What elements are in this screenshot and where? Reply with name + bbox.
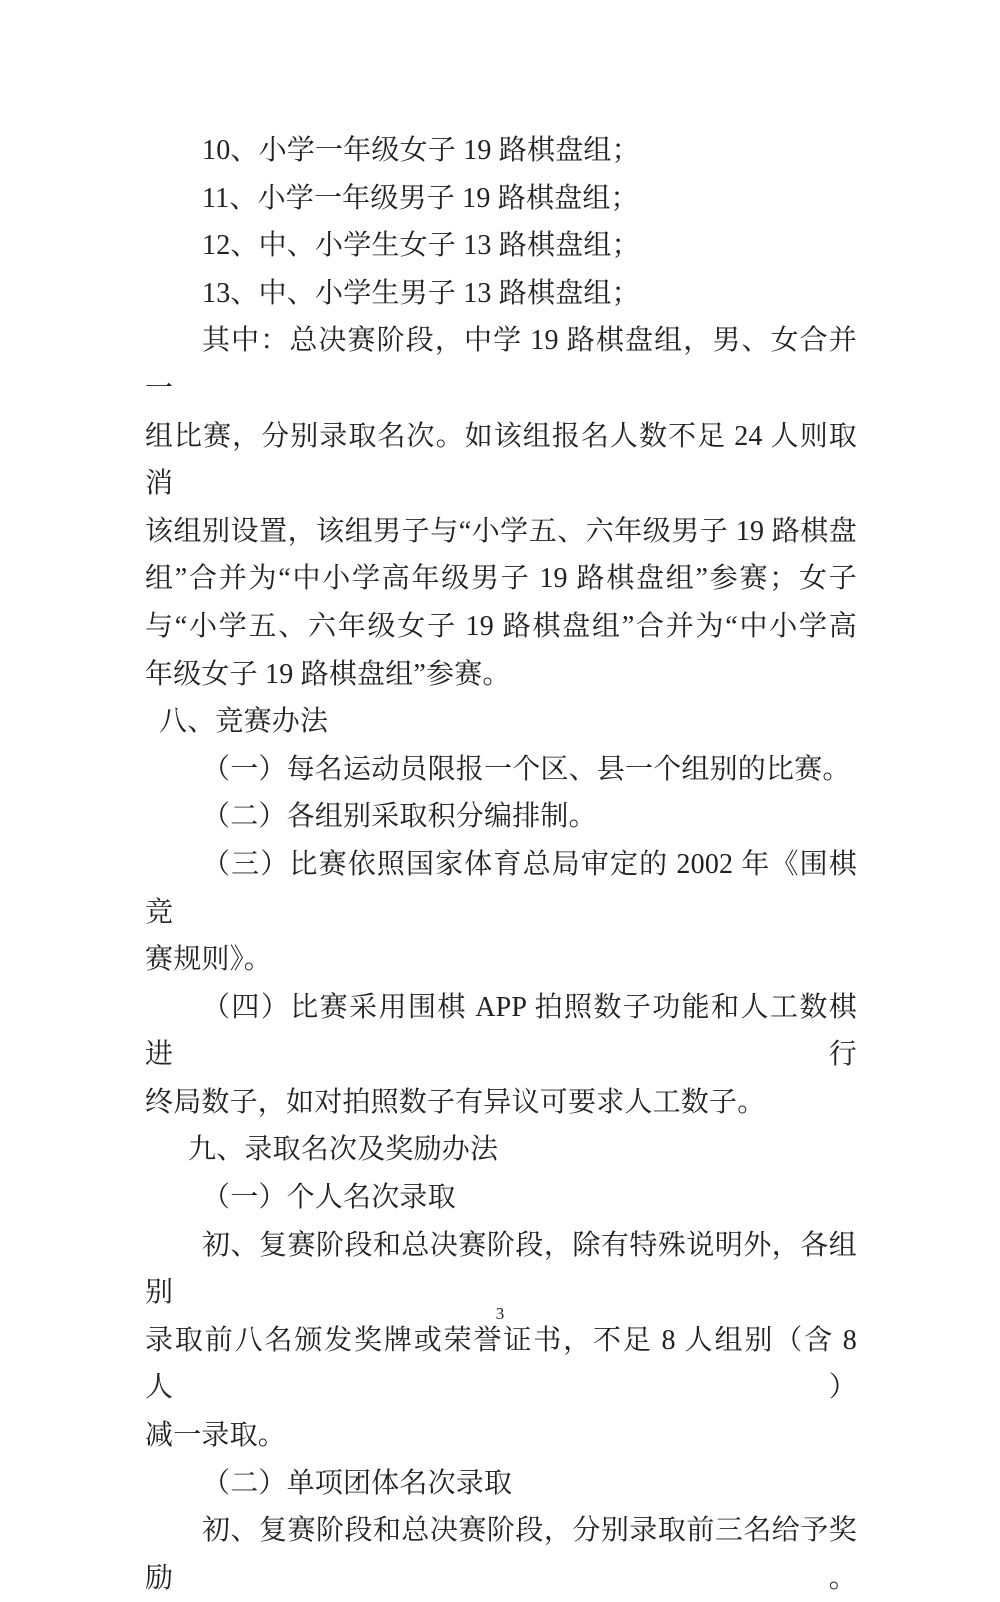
- doc-line: 12、中、小学生女子 13 路棋盘组；: [202, 230, 640, 262]
- doc-line: 组比赛，分别录取名次。如该组报名人数不足 24 人则取消: [145, 420, 857, 500]
- doc-line: （二）单项团体名次录取: [202, 1467, 513, 1499]
- doc-line: 年级女子 19 路棋盘组”参赛。: [145, 658, 511, 690]
- doc-line: 13、中、小学生男子 13 路棋盘组；: [202, 277, 640, 309]
- page-number: 3: [495, 1304, 505, 1323]
- doc-line: （三）比赛依照国家体育总局审定的 2002 年《围棋竞: [145, 848, 857, 928]
- doc-line: 终局数子，如对拍照数子有异议可要求人工数子。: [145, 1086, 766, 1118]
- doc-line: 减一录取。: [145, 1420, 287, 1452]
- doc-line: （四）比赛采用围棋 APP 拍照数子功能和人工数棋进行: [145, 991, 857, 1071]
- doc-line: 与“小学五、六年级女子 19 路棋盘组”合并为“中小学高: [145, 610, 857, 642]
- doc-line: （二）各组别采取积分编排制。: [202, 801, 597, 833]
- doc-line: 其中：总决赛阶段，中学 19 路棋盘组，男、女合并一: [145, 325, 857, 404]
- doc-line: 组”合并为“中小学高年级男子 19 路棋盘组”参赛；女子: [145, 563, 857, 595]
- doc-line: 10、小学一年级女子 19 路棋盘组；: [202, 135, 640, 166]
- doc-line: （一）每名运动员限报一个区、县一个组别的比赛。: [202, 753, 851, 785]
- doc-line: 初、复赛阶段和总决赛阶段，分别录取前三名给予奖励。: [145, 1515, 857, 1594]
- doc-line: 录取前八名颁发奖牌或荣誉证书，不足 8 人组别（含 8 人）: [145, 1324, 857, 1404]
- doc-line: 赛规则》。: [145, 944, 273, 976]
- doc-line: 初、复赛阶段和总决赛阶段，除有特殊说明外，各组别: [145, 1229, 857, 1309]
- doc-line: 11、小学一年级男子 19 路棋盘组；: [202, 182, 639, 214]
- doc-line: 该组别设置，该组男子与“小学五、六年级男子 19 路棋盘: [145, 515, 857, 547]
- doc-line: （一）个人名次录取: [202, 1182, 456, 1214]
- section-heading: 九、录取名次及奖励办法: [188, 1134, 499, 1166]
- document-body: [145, 127, 857, 1602]
- section-heading: 八、竞赛办法: [159, 706, 329, 738]
